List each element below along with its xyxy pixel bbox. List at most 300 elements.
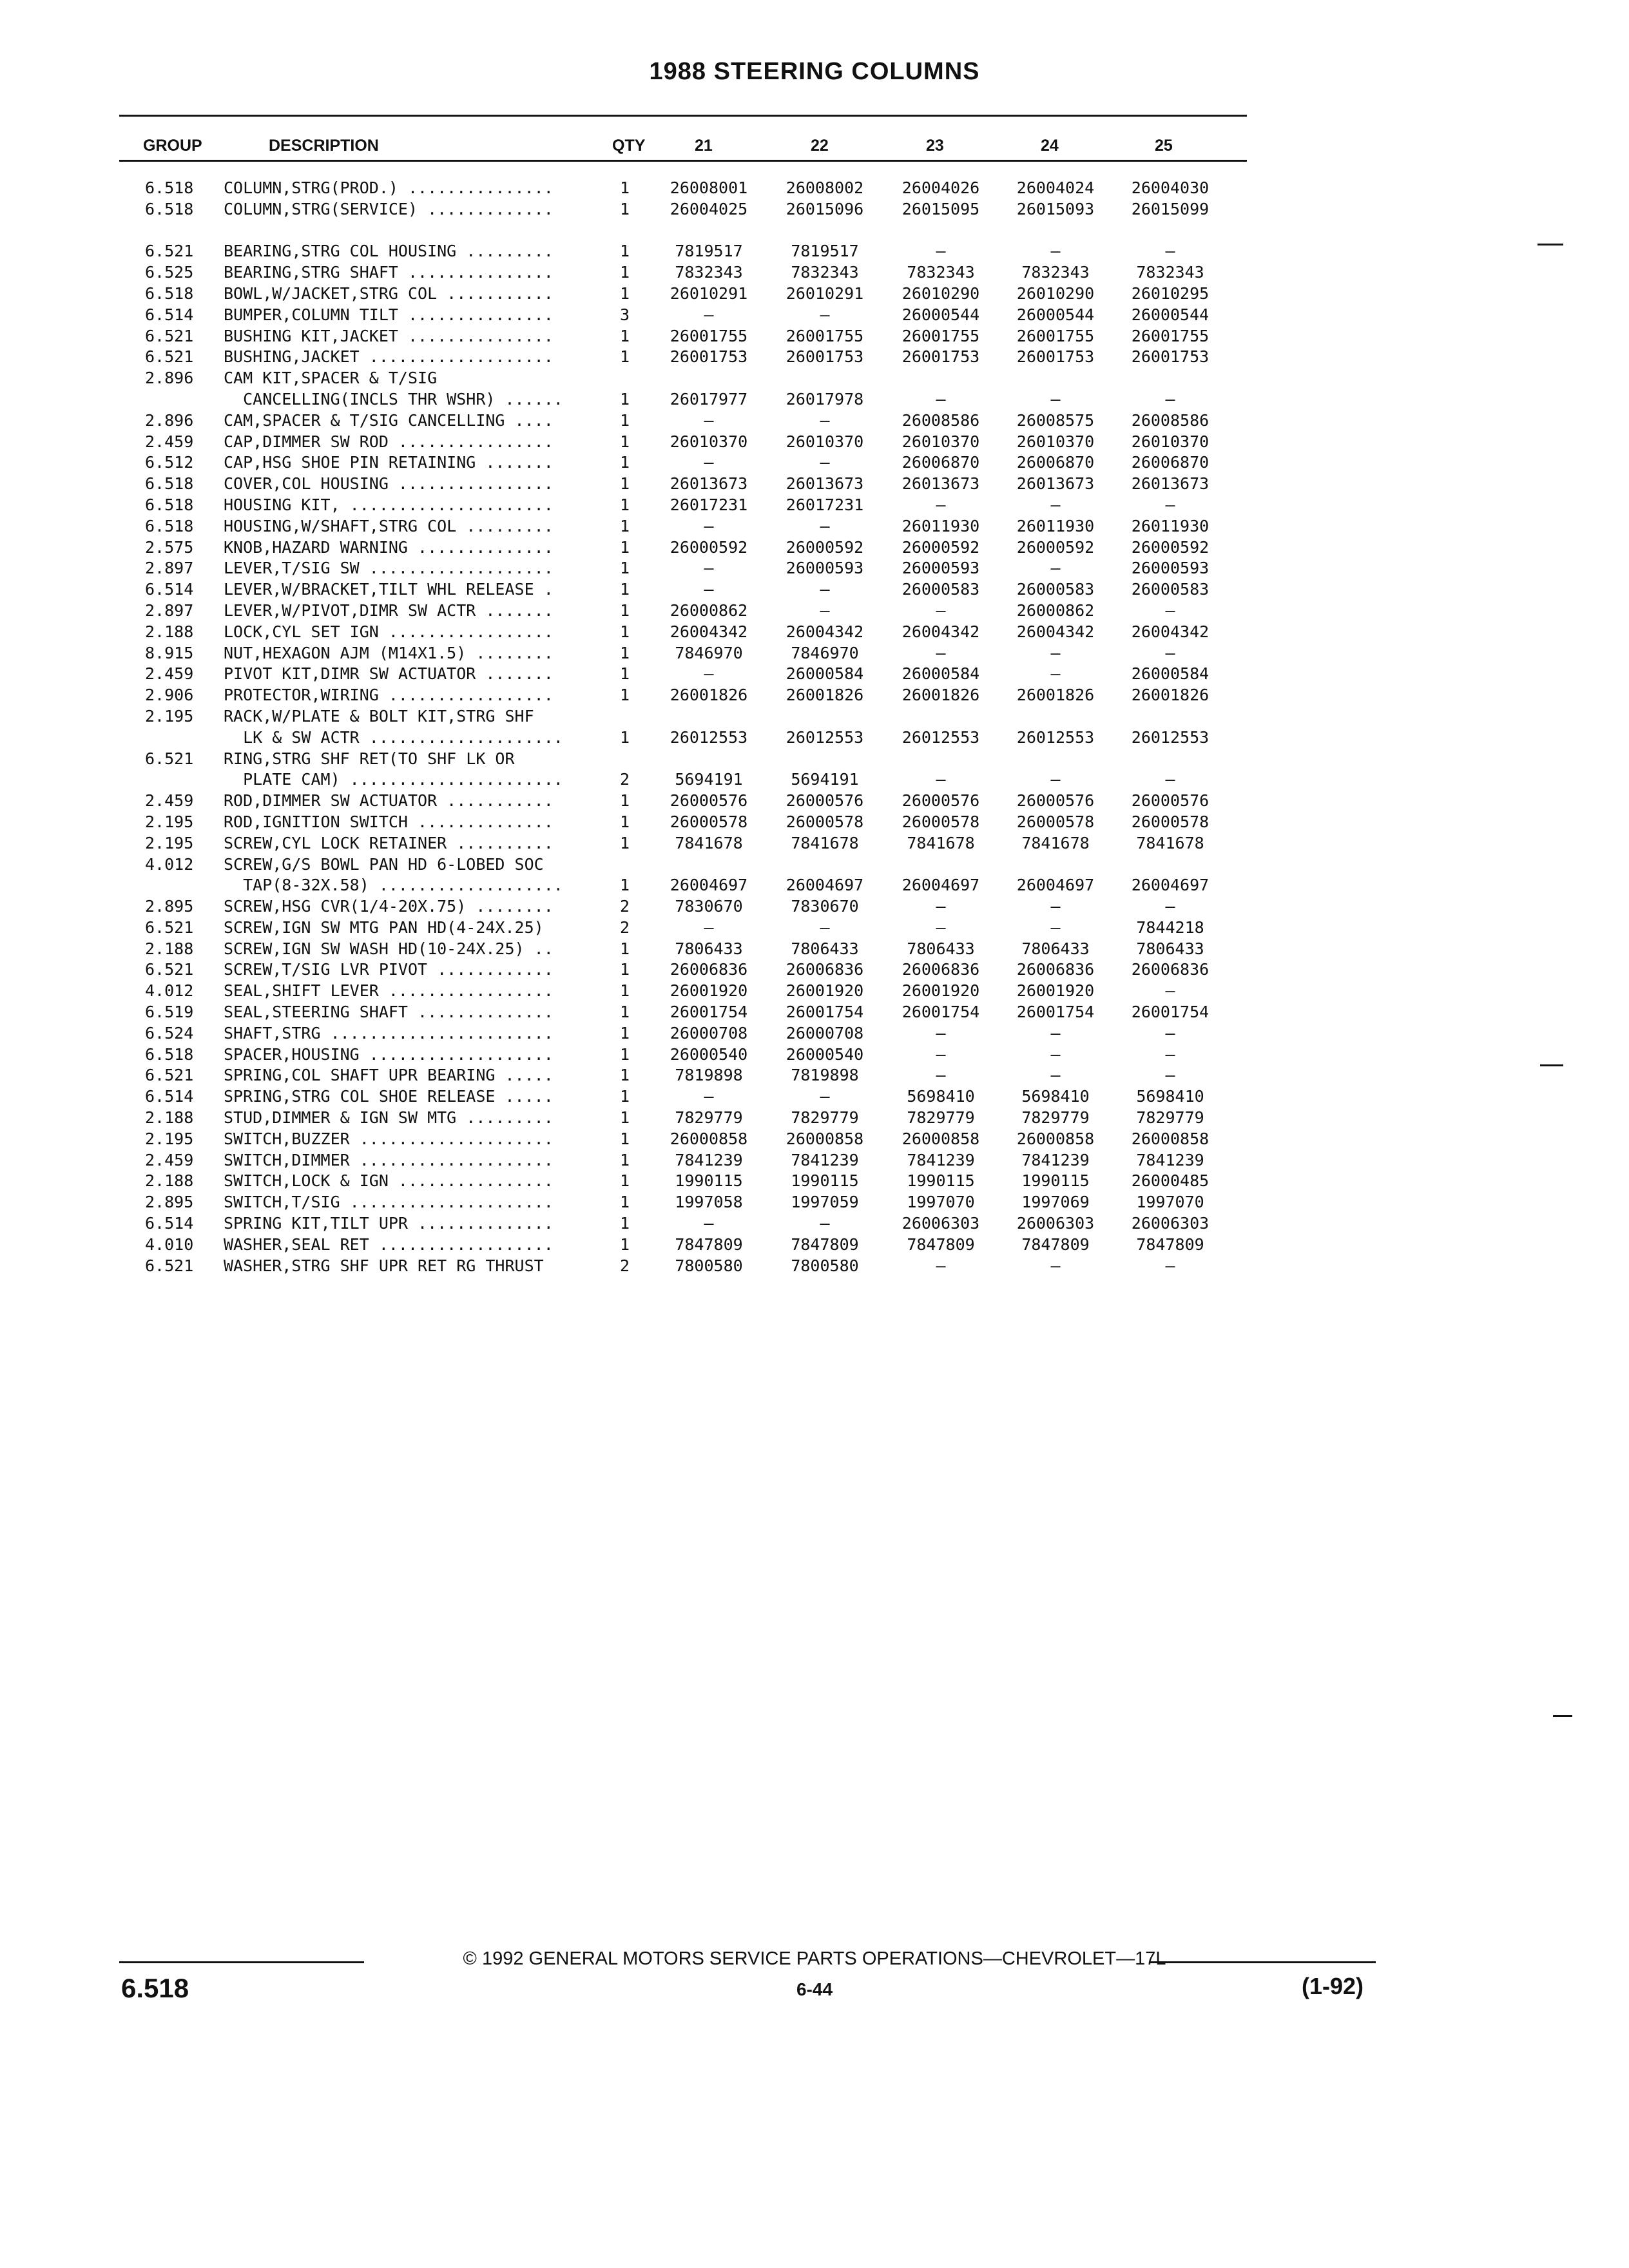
part-number-cell: 26008002 [786, 178, 864, 197]
header-qty: QTY [612, 137, 646, 155]
description-cell: SPRING KIT,TILT UPR .............. [224, 1214, 554, 1233]
table-row [0, 537, 1629, 559]
part-number-cell: 26004697 [786, 876, 864, 895]
part-number-cell: — [1165, 389, 1175, 408]
part-number-cell: 26010291 [670, 284, 748, 303]
part-number-cell: 26000485 [1131, 1171, 1210, 1191]
footer-revision: (1-92) [1302, 1973, 1364, 1999]
table-row [0, 833, 1629, 854]
group-cell: 6.518 [145, 284, 194, 303]
margin-mark [1537, 244, 1563, 245]
part-number-cell: 7832343 [1021, 263, 1090, 282]
qty-cell: 1 [620, 1171, 630, 1191]
group-cell: 6.521 [145, 242, 194, 261]
part-number-cell: 7806433 [791, 939, 859, 958]
part-number-cell: 26011930 [1131, 516, 1210, 535]
table-row [0, 727, 1629, 749]
qty-cell: 1 [620, 432, 630, 451]
description-cell: SCREW,G/S BOWL PAN HD 6-LOBED SOC [224, 854, 544, 874]
part-number-cell: 26013673 [786, 474, 864, 494]
description-cell: BEARING,STRG SHAFT ............... [224, 263, 554, 282]
part-number-cell: 26004024 [1016, 178, 1095, 197]
part-number-cell: 7841678 [1021, 833, 1090, 852]
qty-cell: 1 [620, 1087, 630, 1106]
description-cell: LEVER,T/SIG SW ................... [224, 559, 554, 578]
part-number-cell: 26004342 [901, 622, 980, 641]
qty-cell: 1 [620, 495, 630, 514]
description-cell: RING,STRG SHF RET(TO SHF LK OR [224, 749, 515, 768]
part-number-cell: — [704, 453, 714, 472]
qty-cell: 1 [620, 389, 630, 408]
table-row [0, 220, 1629, 242]
part-number-cell: 1997069 [1021, 1193, 1090, 1212]
qty-cell: 1 [620, 326, 630, 345]
part-number-cell: 7806433 [907, 939, 975, 958]
margin-mark [1540, 1064, 1563, 1066]
description-cell: SWITCH,LOCK & IGN ................ [224, 1171, 554, 1191]
table-row [0, 791, 1629, 812]
part-number-cell: 26000578 [1131, 812, 1210, 831]
qty-cell: 3 [620, 305, 630, 324]
part-number-cell: 26001754 [670, 1003, 748, 1022]
description-cell: CAM KIT,SPACER & T/SIG [224, 369, 438, 388]
part-number-cell: 26015099 [1131, 199, 1210, 218]
qty-cell: 1 [620, 1129, 630, 1148]
table-row [0, 1171, 1629, 1192]
part-number-cell: 26000708 [670, 1023, 748, 1043]
part-number-cell: 26010290 [901, 284, 980, 303]
part-number-cell: 1990115 [675, 1171, 743, 1191]
part-number-cell: 7847809 [1136, 1235, 1204, 1254]
table-row [0, 178, 1629, 199]
part-number-cell: 26010290 [1016, 284, 1095, 303]
part-number-cell: 26001755 [670, 326, 748, 345]
part-number-cell: 7832343 [1136, 263, 1204, 282]
part-number-cell: 26006836 [786, 960, 864, 979]
description-cell: SCREW,CYL LOCK RETAINER .......... [224, 833, 554, 852]
part-number-cell: 26012553 [670, 727, 748, 747]
part-number-cell: — [936, 242, 946, 261]
description-cell: HOUSING,W/SHAFT,STRG COL ......... [224, 516, 554, 535]
part-number-cell: 5694191 [675, 770, 743, 789]
group-cell: 4.010 [145, 1235, 194, 1254]
description-cell: CANCELLING(INCLS THR WSHR) ...... [224, 389, 563, 408]
part-number-cell: 26010370 [786, 432, 864, 451]
part-number-cell: — [704, 1214, 714, 1233]
qty-cell: 1 [620, 1108, 630, 1128]
part-number-cell: — [820, 1087, 830, 1106]
part-number-cell: 26001826 [670, 686, 748, 705]
qty-cell: 1 [620, 242, 630, 261]
description-cell: LEVER,W/BRACKET,TILT WHL RELEASE . [224, 580, 554, 599]
group-cell: 2.575 [145, 537, 194, 557]
group-cell: 2.188 [145, 939, 194, 958]
part-number-cell: 7847809 [1021, 1235, 1090, 1254]
part-number-cell: 26000592 [1131, 537, 1210, 557]
part-number-cell: 26004342 [786, 622, 864, 641]
part-number-cell: 26000578 [901, 812, 980, 831]
part-number-cell: 26004697 [670, 876, 748, 895]
part-number-cell: 26000544 [901, 305, 980, 324]
part-number-cell: 26000858 [901, 1129, 980, 1148]
table-row [0, 452, 1629, 474]
part-number-cell: — [1050, 1044, 1061, 1064]
part-number-cell: 26010370 [1131, 432, 1210, 451]
description-cell: WASHER,STRG SHF UPR RET RG THRUST [224, 1256, 544, 1275]
part-number-cell: 26000593 [901, 559, 980, 578]
description-cell: PLATE CAM) ...................... [224, 770, 563, 789]
part-number-cell: — [1165, 601, 1175, 620]
table-row [0, 939, 1629, 960]
part-number-cell: 26013673 [1131, 474, 1210, 494]
part-number-cell: 26001920 [786, 981, 864, 1001]
qty-cell: 2 [620, 770, 630, 789]
part-number-cell: 7830670 [791, 897, 859, 916]
description-cell: SEAL,SHIFT LEVER ................. [224, 981, 554, 1001]
part-number-cell: 7819898 [791, 1066, 859, 1085]
qty-cell: 1 [620, 876, 630, 895]
qty-cell: 1 [620, 1044, 630, 1064]
qty-cell: 1 [620, 199, 630, 218]
part-number-cell: 26001753 [901, 347, 980, 367]
part-number-cell: 26006836 [901, 960, 980, 979]
part-number-cell: 26010370 [901, 432, 980, 451]
description-cell: BUSHING KIT,JACKET ............... [224, 326, 554, 345]
part-number-cell: — [936, 1044, 946, 1064]
group-cell: 6.514 [145, 1214, 194, 1233]
part-number-cell: 7841678 [791, 833, 859, 852]
part-number-cell: — [936, 918, 946, 937]
table-row [0, 1023, 1629, 1044]
qty-cell: 2 [620, 918, 630, 937]
table-row [0, 262, 1629, 284]
part-number-cell: 7846970 [675, 643, 743, 662]
table-row [0, 326, 1629, 347]
table-row [0, 1065, 1629, 1086]
description-cell: BEARING,STRG COL HOUSING ......... [224, 242, 554, 261]
table-row [0, 1256, 1629, 1277]
group-cell: 2.895 [145, 897, 194, 916]
part-number-cell: — [704, 305, 714, 324]
part-number-cell: 26017231 [670, 495, 748, 514]
part-number-cell: 7819898 [675, 1066, 743, 1085]
part-number-cell: 7819517 [791, 242, 859, 261]
part-number-cell: 26000708 [786, 1023, 864, 1043]
group-cell: 2.897 [145, 559, 194, 578]
qty-cell: 1 [620, 1193, 630, 1212]
part-number-cell: — [1165, 1066, 1175, 1085]
part-number-cell: 26000592 [786, 537, 864, 557]
part-number-cell: 26000540 [670, 1044, 748, 1064]
part-number-cell: 26000858 [1016, 1129, 1095, 1148]
part-number-cell: — [936, 643, 946, 662]
description-cell: BUSHING,JACKET ................... [224, 347, 554, 367]
description-cell: SWITCH,BUZZER .................... [224, 1129, 554, 1148]
qty-cell: 1 [620, 981, 630, 1001]
part-number-cell: 1997059 [791, 1193, 859, 1212]
part-number-cell: 26000578 [670, 812, 748, 831]
part-number-cell: 26000576 [1016, 791, 1095, 811]
qty-cell: 2 [620, 1256, 630, 1275]
part-number-cell: 7847809 [791, 1235, 859, 1254]
part-number-cell: 26004697 [1016, 876, 1095, 895]
table-row [0, 474, 1629, 495]
part-number-cell: 26008001 [670, 178, 748, 197]
group-cell: 6.518 [145, 474, 194, 494]
qty-cell: 1 [620, 601, 630, 620]
part-number-cell: 26012553 [786, 727, 864, 747]
group-cell: 6.519 [145, 1003, 194, 1022]
description-cell: SWITCH,DIMMER .................... [224, 1150, 554, 1169]
part-number-cell: — [936, 897, 946, 916]
part-number-cell: 1997070 [1136, 1193, 1204, 1212]
part-number-cell: 26010370 [670, 432, 748, 451]
table-row [0, 1192, 1629, 1213]
part-number-cell: 1997070 [907, 1193, 975, 1212]
part-number-cell: 26017231 [786, 495, 864, 514]
group-cell: 8.915 [145, 643, 194, 662]
header-col-23: 23 [926, 137, 944, 155]
part-number-cell: 7829779 [907, 1108, 975, 1128]
part-number-cell: 7847809 [907, 1235, 975, 1254]
part-number-cell: 26000583 [1131, 580, 1210, 599]
group-cell: 6.521 [145, 1066, 194, 1085]
part-number-cell: 26006870 [901, 453, 980, 472]
qty-cell: 1 [620, 263, 630, 282]
table-row [0, 896, 1629, 918]
group-cell: 2.195 [145, 706, 194, 726]
group-cell: 6.518 [145, 495, 194, 514]
part-number-cell: 26010291 [786, 284, 864, 303]
table-row [0, 347, 1629, 368]
part-number-cell: 26001755 [1131, 326, 1210, 345]
qty-cell: 1 [620, 727, 630, 747]
group-cell: 6.521 [145, 347, 194, 367]
header-bottom-rule [119, 160, 1247, 162]
part-number-cell: — [1050, 1023, 1061, 1043]
group-cell: 2.459 [145, 1150, 194, 1169]
part-number-cell: — [820, 453, 830, 472]
part-number-cell: 26001754 [1016, 1003, 1095, 1022]
group-cell: 6.521 [145, 749, 194, 768]
group-cell: 4.012 [145, 854, 194, 874]
part-number-cell: 26000578 [1016, 812, 1095, 831]
part-number-cell: 26004342 [1016, 622, 1095, 641]
part-number-cell: 26000593 [1131, 559, 1210, 578]
table-row [0, 685, 1629, 706]
part-number-cell: — [936, 601, 946, 620]
table-row [0, 981, 1629, 1002]
table-row [0, 305, 1629, 326]
description-cell: SCREW,IGN SW MTG PAN HD(4-24X.25) [224, 918, 544, 937]
part-number-cell: 26000576 [1131, 791, 1210, 811]
description-cell: LK & SW ACTR .................... [224, 727, 563, 747]
table-row [0, 368, 1629, 389]
table-row [0, 959, 1629, 981]
part-number-cell: 26011930 [1016, 516, 1095, 535]
qty-cell: 1 [620, 347, 630, 367]
part-number-cell: 26004030 [1131, 178, 1210, 197]
description-cell: SEAL,STEERING SHAFT .............. [224, 1003, 554, 1022]
part-number-cell: — [704, 559, 714, 578]
part-number-cell: 7829779 [1136, 1108, 1204, 1128]
part-number-cell: 26004342 [1131, 622, 1210, 641]
part-number-cell: 7841239 [1136, 1150, 1204, 1169]
description-cell: ROD,DIMMER SW ACTUATOR ........... [224, 791, 554, 811]
part-number-cell: — [1165, 1256, 1175, 1275]
part-number-cell: — [820, 410, 830, 430]
part-number-cell: 26001754 [901, 1003, 980, 1022]
group-cell: 2.906 [145, 686, 194, 705]
part-number-cell: — [1050, 664, 1061, 684]
part-number-cell: 26006303 [1131, 1214, 1210, 1233]
part-number-cell: 26008586 [901, 410, 980, 430]
group-cell: 2.195 [145, 833, 194, 852]
description-cell: STUD,DIMMER & IGN SW MTG ......... [224, 1108, 554, 1128]
part-number-cell: — [936, 1256, 946, 1275]
group-cell: 2.897 [145, 601, 194, 620]
part-number-cell: 26001826 [1131, 686, 1210, 705]
table-row [0, 1108, 1629, 1129]
part-number-cell: — [1050, 1256, 1061, 1275]
description-cell: KNOB,HAZARD WARNING .............. [224, 537, 554, 557]
qty-cell: 1 [620, 537, 630, 557]
part-number-cell: — [1050, 1066, 1061, 1085]
part-number-cell: 26013673 [901, 474, 980, 494]
description-cell: CAM,SPACER & T/SIG CANCELLING .... [224, 410, 554, 430]
group-cell: 6.521 [145, 960, 194, 979]
part-number-cell: — [704, 410, 714, 430]
description-cell: SWITCH,T/SIG ..................... [224, 1193, 554, 1212]
part-number-cell: 26001826 [1016, 686, 1095, 705]
description-cell: SHAFT,STRG ....................... [224, 1023, 554, 1043]
part-number-cell: 7847809 [675, 1235, 743, 1254]
description-cell: SPACER,HOUSING ................... [224, 1044, 554, 1064]
part-number-cell: 26010370 [1016, 432, 1095, 451]
part-number-cell: 26006836 [670, 960, 748, 979]
part-number-cell: 26015093 [1016, 199, 1095, 218]
part-number-cell: 26001754 [786, 1003, 864, 1022]
group-cell: 4.012 [145, 981, 194, 1001]
part-number-cell: 26001755 [1016, 326, 1095, 345]
part-number-cell: 26000858 [786, 1129, 864, 1148]
description-cell: ROD,IGNITION SWITCH .............. [224, 812, 554, 831]
qty-cell: 1 [620, 1003, 630, 1022]
group-cell: 6.525 [145, 263, 194, 282]
part-number-cell: — [1050, 643, 1061, 662]
table-row [0, 558, 1629, 579]
qty-cell: 2 [620, 897, 630, 916]
part-number-cell: 26000544 [1131, 305, 1210, 324]
description-cell: NUT,HEXAGON AJM (M14X1.5) ........ [224, 643, 554, 662]
qty-cell: 1 [620, 791, 630, 811]
part-number-cell: 7830670 [675, 897, 743, 916]
part-number-cell: — [704, 664, 714, 684]
part-number-cell: 26017978 [786, 389, 864, 408]
group-cell: 6.521 [145, 326, 194, 345]
group-cell: 6.521 [145, 918, 194, 937]
part-number-cell: — [1165, 1023, 1175, 1043]
part-number-cell: 7841239 [1021, 1150, 1090, 1169]
header-col-24: 24 [1041, 137, 1059, 155]
part-number-cell: 26000862 [670, 601, 748, 620]
part-number-cell: 26000593 [786, 559, 864, 578]
part-number-cell: 7832343 [791, 263, 859, 282]
part-number-cell: 26000540 [786, 1044, 864, 1064]
table-row [0, 199, 1629, 220]
part-number-cell: 26000576 [670, 791, 748, 811]
description-cell: CAP,HSG SHOE PIN RETAINING ....... [224, 453, 554, 472]
group-cell: 6.518 [145, 516, 194, 535]
part-number-cell: 26006870 [1016, 453, 1095, 472]
part-number-cell: 26000583 [1016, 580, 1095, 599]
part-number-cell: 26008575 [1016, 410, 1095, 430]
part-number-cell: 26013673 [670, 474, 748, 494]
part-number-cell: 7841678 [675, 833, 743, 852]
part-number-cell: — [704, 580, 714, 599]
group-cell: 2.459 [145, 664, 194, 684]
part-number-cell: 26001920 [901, 981, 980, 1001]
part-number-cell: 5694191 [791, 770, 859, 789]
description-cell: COVER,COL HOUSING ................ [224, 474, 554, 494]
part-number-cell: 26001755 [901, 326, 980, 345]
group-cell: 6.514 [145, 580, 194, 599]
qty-cell: 1 [620, 833, 630, 852]
part-number-cell: 7841678 [907, 833, 975, 852]
qty-cell: 1 [620, 1214, 630, 1233]
group-cell: 2.195 [145, 812, 194, 831]
part-number-cell: 26011930 [901, 516, 980, 535]
part-number-cell: 7829779 [791, 1108, 859, 1128]
table-row [0, 1213, 1629, 1235]
part-number-cell: 26000858 [1131, 1129, 1210, 1148]
qty-cell: 1 [620, 410, 630, 430]
part-number-cell: 26008586 [1131, 410, 1210, 430]
description-cell: SCREW,T/SIG LVR PIVOT ............ [224, 960, 554, 979]
part-number-cell: — [820, 580, 830, 599]
part-number-cell: 7841239 [791, 1150, 859, 1169]
part-number-cell: 26001826 [901, 686, 980, 705]
part-number-cell: 26017977 [670, 389, 748, 408]
group-cell: 2.188 [145, 1171, 194, 1191]
part-number-cell: 26000576 [786, 791, 864, 811]
part-number-cell: 26004342 [670, 622, 748, 641]
part-number-cell: — [1165, 495, 1175, 514]
part-number-cell: 26006836 [1016, 960, 1095, 979]
table-row [0, 1044, 1629, 1066]
part-number-cell: 5698410 [1021, 1087, 1090, 1106]
qty-cell: 1 [620, 664, 630, 684]
part-number-cell: 7844218 [1136, 918, 1204, 937]
part-number-cell: 5698410 [907, 1087, 975, 1106]
part-number-cell: 26000576 [901, 791, 980, 811]
table-row [0, 706, 1629, 727]
part-number-cell: — [820, 918, 830, 937]
part-number-cell: — [1050, 897, 1061, 916]
description-cell: RACK,W/PLATE & BOLT KIT,STRG SHF [224, 706, 534, 726]
table-row [0, 1129, 1629, 1150]
description-cell: PIVOT KIT,DIMR SW ACTUATOR ....... [224, 664, 554, 684]
table-row [0, 495, 1629, 516]
qty-cell: 1 [620, 284, 630, 303]
group-cell: 6.524 [145, 1023, 194, 1043]
part-number-cell: 7819517 [675, 242, 743, 261]
part-number-cell: 26012553 [1131, 727, 1210, 747]
part-number-cell: 26015096 [786, 199, 864, 218]
group-cell: 2.895 [145, 1193, 194, 1212]
footer-section-number: 6.518 [121, 1973, 189, 2003]
part-number-cell: 26001826 [786, 686, 864, 705]
